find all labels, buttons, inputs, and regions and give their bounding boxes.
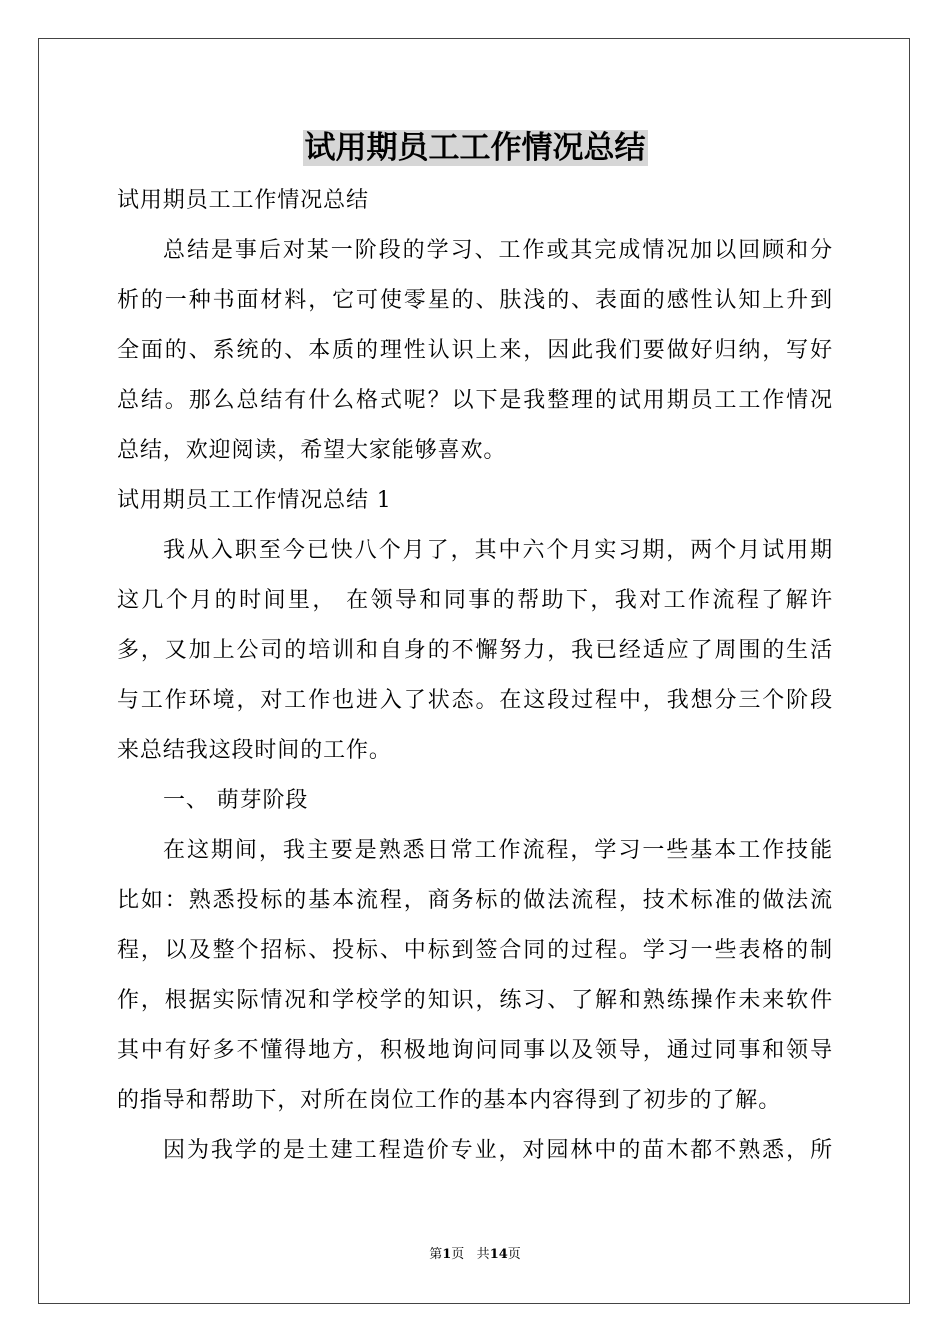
footer-total-prefix: 共 xyxy=(476,1247,490,1262)
footer-total-pages: 14 xyxy=(489,1247,508,1262)
page-footer xyxy=(0,1246,950,1264)
document-title xyxy=(0,126,950,170)
body-line-heading: 试用期员工工作情况总结 xyxy=(117,188,369,213)
footer-total-suffix: 页 xyxy=(507,1247,521,1262)
body-line: 总结，欢迎阅读，希望大家能够喜欢。 xyxy=(117,438,507,463)
body-line: 全面的、系统的、本质的理性认识上来，因此我们要做好归纳，写好 xyxy=(117,338,833,363)
body-line: 总结。那么总结有什么格式呢？以下是我整理的试用期员工工作情况 xyxy=(117,388,833,413)
body-line: 多，又加上公司的培训和自身的不懈努力，我已经适应了周围的生活 xyxy=(117,638,833,663)
body-line-section-heading: 试用期员工工作情况总结 1 xyxy=(117,488,392,513)
body-line: 这几个月的时间里， 在领导和同事的帮助下，我对工作流程了解许 xyxy=(117,588,833,613)
body-line-subheading: 一、 萌芽阶段 xyxy=(163,788,309,813)
document-title-text: 试用期员工工作情况总结 xyxy=(304,130,646,166)
body-line: 析的一种书面材料，它可使零星的、肤浅的、表面的感性认知上升到 xyxy=(117,288,833,313)
footer-page-prefix: 第 xyxy=(429,1247,443,1262)
body-line: 程，以及整个招标、投标、中标到签合同的过程。学习一些表格的制 xyxy=(117,938,833,963)
body-line: 与工作环境，对工作也进入了状态。在这段过程中，我想分三个阶段 xyxy=(117,688,833,713)
document-body xyxy=(117,176,833,1176)
body-line: 的指导和帮助下，对所在岗位工作的基本内容得到了初步的了解。 xyxy=(117,1088,782,1113)
body-line: 我从入职至今已快八个月了，其中六个月实习期，两个月试用期 xyxy=(163,538,833,563)
footer-page-suffix: 页 xyxy=(451,1247,465,1262)
body-line: 来总结我这段时间的工作。 xyxy=(117,738,392,763)
body-line: 因为我学的是土建工程造价专业，对园林中的苗木都不熟悉，所 xyxy=(163,1138,833,1163)
body-line: 总结是事后对某一阶段的学习、工作或其完成情况加以回顾和分 xyxy=(163,238,833,263)
body-line: 比如：熟悉投标的基本流程，商务标的做法流程，技术标准的做法流 xyxy=(117,888,833,913)
body-line: 在这期间，我主要是熟悉日常工作流程，学习一些基本工作技能 xyxy=(163,838,833,863)
footer-page-number: 1 xyxy=(442,1247,452,1262)
body-line: 作，根据实际情况和学校学的知识，练习、了解和熟练操作未来软件 xyxy=(117,988,833,1013)
body-line: 其中有好多不懂得地方，积极地询问同事以及领导，通过同事和领导 xyxy=(117,1038,833,1063)
